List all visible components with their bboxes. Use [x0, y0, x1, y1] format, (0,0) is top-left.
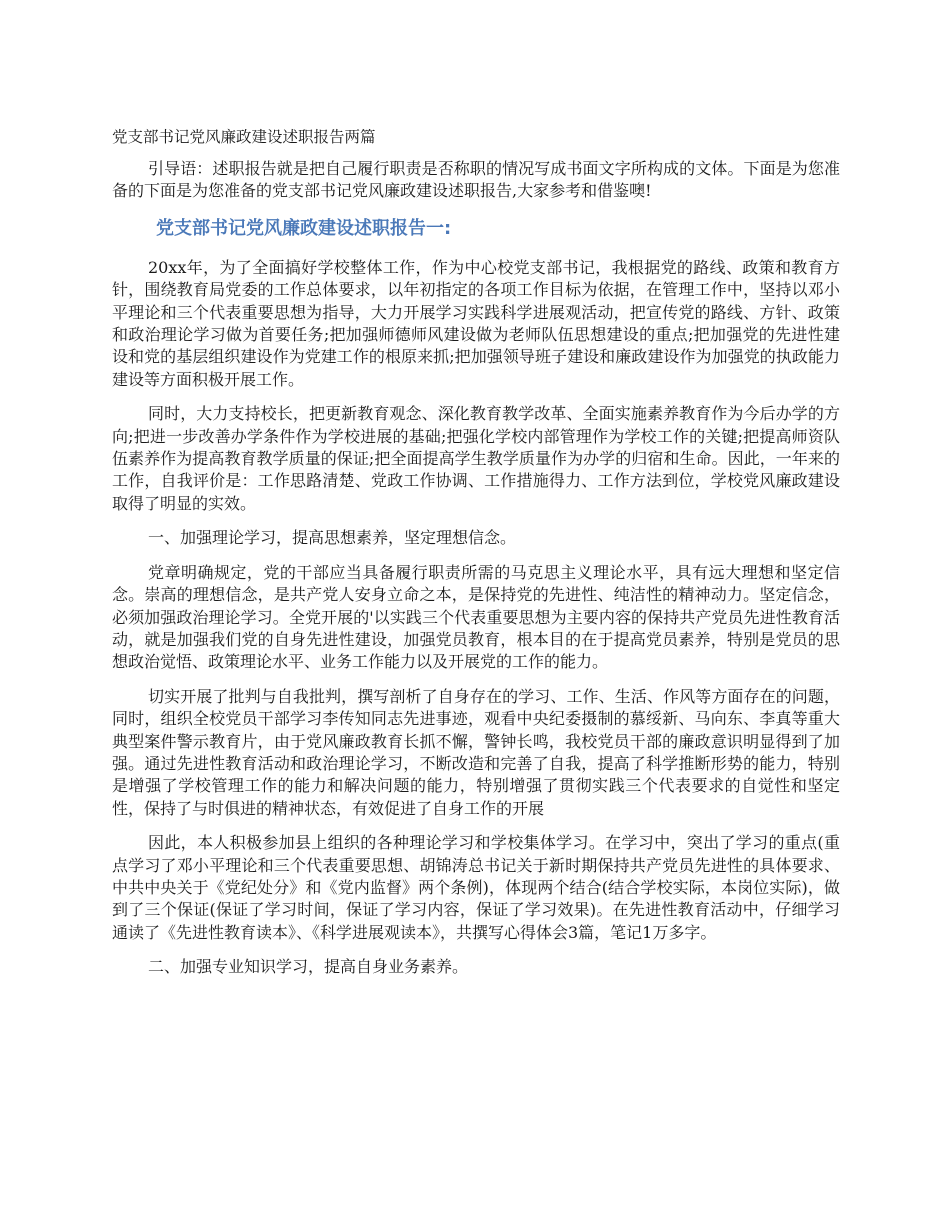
body-paragraph: 因此，本人积极参加县上组织的各种理论学习和学校集体学习。在学习中，突出了学习的重点(重点学习了邓小平理论和三个代表重要思想、胡锦涛总书记关于新时期保持共产党员先进性的具体要求、中共中央关于《党纪处分》和《党内监督》两个条例)，体现两个结合(结合学校实际，本岗位实际)，做到了三个保证(保证了学习时间，保证了学习内容，保证了学习效果)。在先进性教育活动中，仔细学习通读了《先进性教育读本》、《科学进展观读本》，共撰写心得体会3篇，笔记1万多字。: [112, 833, 840, 942]
body-paragraph: 同时，大力支持校长，把更新教育观念、深化教育教学改革、全面实施素养教育作为今后办学的方向;把进一步改善办学条件作为学校进展的基础;把强化学校内部管理作为学校工作的关键;把提高师资队伍素养作为提高教育教学质量的保证;把全面提高学生教学质量作为办学的归宿和生命。因此，一年来的工作，自我评价是：工作思路清楚、党政工作协调、工作措施得力、工作方法到位，学校党风廉政建设取得了明显的实效。: [112, 404, 840, 513]
document-title: 党支部书记党风廉政建设述职报告两篇: [112, 128, 376, 146]
document-page: [112, 118, 840, 991]
body-paragraph: 20xx年，为了全面搞好学校整体工作，作为中心校党支部书记，我根据党的路线、政策和教育方针，围绕教育局党委的工作总体要求，以年初指定的各项工作目标为依据，在管理工作中，坚持以邓小平理论和三个代表重要思想为指导，大力开展学习实践科学进展观活动，把宣传党的路线、方针、政策和政治理论学习做为首要任务;把加强师德师风建设做为老师队伍思想建设的重点;把加强党的先进性建设和党的基层组织建设作为党建工作的根原来抓;把加强领导班子建设和廉政建设作为加强党的执政能力建设等方面积极开展工作。: [112, 257, 840, 389]
section-heading: 党支部书记党风廉政建设述职报告一:: [156, 217, 452, 239]
subheading-paragraph: 二、加强专业知识学习，提高自身业务素养。: [148, 957, 469, 977]
intro-paragraph: 引导语：述职报告就是把自己履行职责是否称职的情况写成书面文字所构成的文体。下面是为您准备的下面是为您准备的党支部书记党风廉政建设述职报告,大家参考和借鉴噢!: [112, 159, 840, 201]
body-paragraph: 党章明确规定，党的干部应当具备履行职责所需的马克思主义理论水平，具有远大理想和坚定信念。崇高的理想信念，是共产党人安身立命之本，是保持党的先进性、纯洁性的精神动力。坚定信念，必须加强政治理论学习。全党开展的'以实践三个代表重要思想为主要内容的保持共产党员先进性教育活动，就是加强我们党的自身先进性建设，加强党员教育，根本目的在于提高党员素养，特别是党员的思想政治觉悟、政策理论水平、业务工作能力以及开展党的工作的能力。: [112, 562, 840, 672]
subheading-paragraph: 一、加强理论学习，提高思想素养，坚定理想信念。: [148, 528, 517, 548]
body-paragraph: 切实开展了批判与自我批判，撰写剖析了自身存在的学习、工作、生活、作风等方面存在的问题，同时，组织全校党员干部学习李传知同志先进事迹，观看中央纪委摄制的慕绥新、马向东、李真等重大典型案件警示教育片，由于党风廉政教育长抓不懈，警钟长鸣，我校党员干部的廉政意识明显得到了加强。通过先进性教育活动和政治理论学习，不断改造和完善了自我，提高了科学推断形势的能力，特别是增强了学校管理工作的能力和解决问题的能力，特别增强了贯彻实践三个代表要求的自觉性和坚定性，保持了与时俱进的精神状态，有效促进了自身工作的开展: [112, 686, 840, 818]
